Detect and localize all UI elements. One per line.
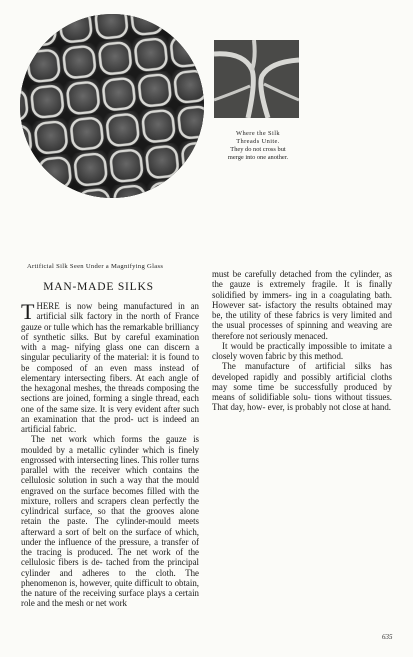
text-line: weaving are therefore not seriously [212, 320, 392, 341]
text-line: is moulded by a metallic cylinder which [21, 434, 199, 455]
text-line: engraved on the surface becomes filled [21, 485, 169, 496]
text-line: uct is indeed an artificial fabric. [21, 413, 200, 434]
left-column [21, 301, 199, 609]
text-line: ever, is probably not close at hand. [267, 402, 391, 413]
text-line: lines. This roller turns parallel with the [21, 454, 199, 475]
thread-junction-illustration [214, 40, 299, 118]
text-line: The manufacture of artificial silks has [222, 361, 392, 372]
text-line: peculiarity of the material: it is found [52, 352, 193, 363]
inset-caption-heading-1: Where the Silk [236, 130, 280, 137]
text-line: is, however, quite difficult to obtain, the [21, 577, 199, 598]
text-line: adheres to the cloth. The phenomenon [21, 567, 199, 588]
text-line: utility of these fabrics is very limited [239, 310, 380, 320]
text-line: HERE is now being manufactured in [36, 301, 191, 311]
magnified-silk-photo [20, 14, 204, 198]
text-line: of the same size. It is very evident [36, 403, 164, 414]
inset-caption-text-1: They do not cross but [230, 146, 286, 153]
photo-caption: Artificial Silk Seen Under a Magnifying Glass [27, 263, 164, 270]
text-line: transfer of the tracing is produced. The [21, 536, 199, 557]
text-line: is finely engrossed with intersecting [21, 444, 199, 465]
article-title: MAN-MADE SILKS [43, 281, 154, 293]
text-line: cloths may some time be successfully [212, 371, 392, 392]
right-column [212, 269, 392, 413]
page-number: 635 [382, 633, 393, 641]
paragraph-4 [212, 341, 392, 362]
text-line: sort of belt on the surface of which, [65, 526, 200, 537]
text-line: tions without tissues. That day, how- [212, 392, 392, 413]
text-line: nifying glass one can discern a singular [21, 342, 200, 363]
text-line: each angle of the hexagonal meshes, [21, 372, 199, 393]
text-line: under the influence of the pressure, a [21, 536, 162, 547]
text-line: net work of the cellulosic fibers is de- [21, 547, 199, 568]
text-line: remarkable brilliancy of synthetic silks. [21, 321, 199, 342]
thread-junction-photo [214, 40, 299, 118]
text-line: produced by means of solidifiable solu- [212, 381, 392, 402]
text-line: joined, forming a single thread, each one [21, 393, 199, 414]
inset-caption [212, 130, 304, 162]
text-line: must be carefully detached from the [212, 269, 351, 279]
text-line: and the usual processes of spinning and [212, 310, 392, 331]
text-line: developed rapidly and possibly artificial [212, 371, 371, 382]
text-line: method. [314, 351, 344, 361]
text-line: solution in such a way that the mould [58, 475, 199, 486]
silk-mesh-illustration [20, 14, 204, 198]
text-line: tached from the principal cylinder and [21, 557, 199, 578]
text-line: The net work which forms the gauze [31, 434, 194, 445]
text-line: But by careful examination with a mag- [21, 331, 200, 352]
text-line: of elementary intersecting fibers. At [21, 362, 199, 383]
text-line: nature of the receiving surface plays a [34, 588, 175, 598]
text-line: isfactory the results obtained may be, the [212, 299, 393, 320]
text-line: clean perfectly the cylindrical surface, so [21, 495, 199, 516]
text-line: It would be practically impossible to [222, 340, 361, 351]
text-line: ing in a coagulating bath. However sat- [212, 289, 392, 310]
inset-caption-heading-2: Threads Unite. [236, 138, 280, 145]
text-line: after such an examination that the prod- [21, 403, 199, 424]
drop-cap: T [21, 299, 35, 324]
text-line: receiver which contains the cellulosic [21, 465, 199, 486]
text-line: imitate a closely woven fabric by this [212, 340, 392, 361]
inset-caption-text-2: merge into one another. [227, 154, 289, 161]
text-line: that the grooves alone retain the paste. [21, 506, 199, 527]
text-line: menaced. [294, 330, 328, 341]
text-line: cylinder, as the gauze is extremely [212, 269, 392, 290]
paragraph-2 [21, 434, 199, 608]
text-line: to be composed of an even mass instead [21, 352, 200, 373]
text-line: The cylinder-mould meets afterward a [21, 516, 199, 537]
paragraph-5 [212, 361, 392, 412]
paragraph-1 [21, 301, 199, 434]
text-line: of France gauze or tulle which has the [21, 311, 199, 332]
paragraph-3 [212, 269, 392, 341]
text-line: the threads composing the sections are [21, 383, 199, 404]
text-line: fragile. It is finally solidified by immers- [212, 279, 393, 300]
text-line: with the mixture, rollers and scrapers [21, 485, 199, 506]
text-line: an artificial silk factory in the north [36, 301, 199, 322]
text-line: certain role and the mesh or net work [21, 588, 199, 609]
